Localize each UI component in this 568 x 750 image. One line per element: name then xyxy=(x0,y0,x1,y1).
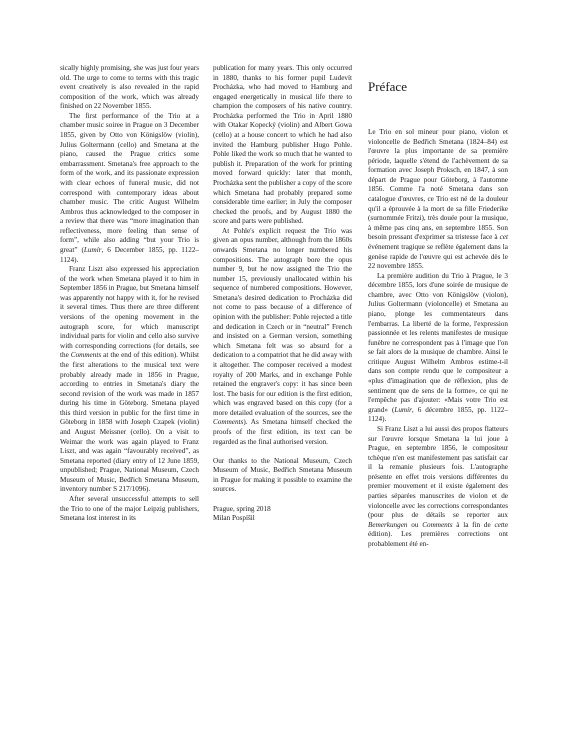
english-column-right xyxy=(213,64,352,524)
paragraph: publication for many years. This only occurred in 1880, thanks to his former pupil Ludevít Procházka, who had moved to Hamburg and engaged energetically in musical life there to champion the composers of his native country. Procházka performed the Trio in April 1880 with Otakar Kopecký (violin) and Albert Gowa (cello) at a house concert to which he had also invited the Hamburg publisher Hugo Pohle. Pohle liked the work so much that he wanted to publish it. Preparation of the work for printing moved forward quickly: later that month, Procházka sent the publisher a copy of the score which Smetana had probably prepared some considerable time earlier; in July the composer checked the proofs, and by August 1880 the score and parts were published. xyxy=(213,64,352,226)
paragraph: The first performance of the Trio at a chamber music soiree in Prague on 3 December 1855, given by Otto von Königslöw (violin), Julius Goltermann (cello) and Smetana at the piano, caused the Prague critics some embarrassment. Smetana's free approach to the form of the work, and its passionate expression with clear echoes of funeral music, did not correspond with contemporary ideas about chamber music. The critic August Wilhelm Ambros thus acknowledged to the composer in a review that there was “more imagination than reflectiveness, more feeling than sense of form”, while also adding “but your Trio is great” (Lumír, 6 December 1855, pp. 1122–1124). xyxy=(60,111,200,264)
paragraph: Prague, spring 2018 xyxy=(213,504,271,513)
paragraph-gap xyxy=(213,495,352,505)
paragraph: Our thanks to the National Museum, Czech Museum of Music, Bedřich Smetana Museum in Prague for making it possible to examine the sources. xyxy=(213,456,352,494)
french-column xyxy=(368,128,508,549)
paragraph: Le Trio en sol mineur pour piano, violon et violoncelle de Bedřich Smetana (1824–84) est l'œuvre la plus importante de sa première période, laquelle s'étend de l'achèvement de sa formation avec Joseph Proksch, en 1847, à son départ de Prague pour Göteborg, à l'automne 1856. Comme l'a noté Smetana dans son catalogue d'œuvres, ce Trio est né de la douleur qu'il a éprouvée à la mort de sa fille Friederike (surnommée Fritzi), très douée pour la musique, à même pas cinq ans, en septembre 1855. Son besoin pressant d'exprimer sa tristesse face à cet événement tragique se reflète également dans la genèse rapide de l'œuvre qui est achevée dès le 22 novembre 1855. xyxy=(368,128,508,271)
paragraph: Milan Pospíšil xyxy=(213,514,255,523)
paragraph: Franz Liszt also expressed his appreciation of the work when Smetana played it to him in September 1856 in Prague, but Smetana himself was apparently not happy with it, for he revised it several times. Thus there are three different versions of the opening movement in the autograph score, for which manuscript individual parts for violin and cello also survive with corresponding corrections (for details, see the Comments at the end of this edition). Whilst the first alterations to the musical text were probably already made in 1856 in Prague, according to entries in Smetana's diary the second revision of the work was made in 1857 during his time in Göteborg. Smetana played this third version in public for the first time in Göteborg in 1858 with Joseph Czapek (violin) and August Meissner (cello). On a visit to Weimar the work was again played to Franz Liszt, and was again “favourably received”, as Smetana reported (diary entry of 12 June 1859, unpublished; Prague, National Museum, Czech Museum of Music, Bedřich Smetana Museum, inventory number S 217/1096). xyxy=(60,265,200,494)
paragraph: La première audition du Trio à Prague, le 3 décembre 1855, lors d'une soirée de musique de chambre, avec Otto von Königslöw (violon), Julius Goltermann (violoncelle) et Smetana au piano, plonge les commentateurs dans l'embarras. La liberté de la forme, l'expression passionnée et les relents manifestes de musique funèbre ne correspondent pas à l'image que l'on se fait alors de la musique de chambre. Ainsi le critique August Wilhelm Ambros estime-t-il dans son compte rendu que le compositeur a «plus d'imagination que de réflexion, plus de sentiment que de sens de la forme», ce qui ne l'empêche pas d'ajouter: «Mais votre Trio est grand» (Lumír, 6 décembre 1855, pp. 1122–1124). xyxy=(368,271,508,424)
paragraph: sically highly promising, she was just four years old. The urge to come to terms with this tragic event creatively is also revealed in the rapid composition of the work, which was already finished on 22 November 1855. xyxy=(60,64,199,111)
paragraph: After several unsuccessful attempts to sell the Trio to one of the major Leipzig publishers, Smetana lost interest in its xyxy=(60,495,199,523)
preface-heading: Préface xyxy=(368,78,407,94)
paragraph-gap xyxy=(213,447,352,457)
paragraph: At Pohle's explicit request the Trio was given an opus number, although from the 1860s onwards Smetana no longer numbered his compositions. The autograph bore the opus number 9, but he now assigned the Trio the number 15, previously unallocated within his sequence of numbered compositions. However, Smetana's desired dedication to Procházka did not come to pass because of a difference of opinion with the publisher: Pohle rejected a title and dedication in Czech or in “neutral” French and insisted on a German version, something which Smetana felt was so absurd for a dedication to a compatriot that he did away with it altogether. The composer received a modest royalty of 200 Marks, and in exchange Pohle retained the engraver's copy: it has since been lost. The basis for our edition is the first edition, which was engraved based on this copy (for a more detailed evaluation of the sources, see the Comments). As Smetana himself checked the proofs of the first edition, its text can be regarded as the final authorised version. xyxy=(213,226,352,446)
paragraph: Si Franz Liszt a lui aussi des propos flatteurs sur l'œuvre lorsque Smetana la lui joue à Prague, en septembre 1856, le compositeur tchèque n'en est manifestement pas satisfait car il la remanie plusieurs fois. L'autographe présente en effet trois versions différentes du premier mouvement et il existe également des parties séparées manuscrites de violon et de violoncelle avec les corrections correspondantes (pour plus de détails se reporter aux Bemerkungen ou Comments à la fin de cette édition). Les premières corrections ont probablement été en- xyxy=(368,424,509,548)
english-column-left xyxy=(60,64,199,524)
